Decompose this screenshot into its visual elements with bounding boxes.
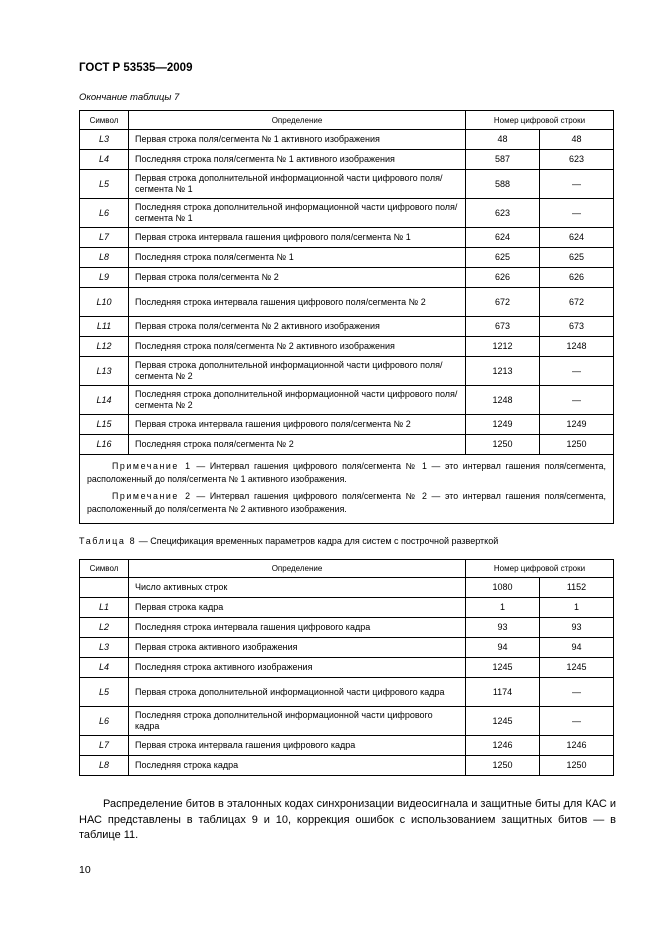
cell-value-1: 1248: [466, 386, 540, 415]
cell-definition: Первая строка поля/сегмента № 1 активного изображения: [129, 130, 466, 150]
table-row: [80, 317, 614, 337]
table-row: [80, 598, 614, 618]
cell-symbol: L4: [80, 150, 129, 170]
table7-notes: [80, 455, 614, 524]
table-row: [80, 658, 614, 678]
cell-symbol: L14: [80, 386, 129, 415]
cell-symbol: L9: [80, 268, 129, 288]
table7-header-definition: Определение: [129, 111, 466, 130]
table-row: [80, 288, 614, 317]
table-row: [80, 638, 614, 658]
cell-symbol: L13: [80, 357, 129, 386]
table-row: [80, 578, 614, 598]
cell-value-1: 1249: [466, 415, 540, 435]
cell-value-2: —: [540, 678, 614, 707]
cell-value-1: 93: [466, 618, 540, 638]
cell-definition: Последняя строка интервала гашения цифрового поля/сегмента № 2: [129, 288, 466, 317]
cell-symbol: L12: [80, 337, 129, 357]
cell-value-1: 1174: [466, 678, 540, 707]
cell-value-1: 1246: [466, 736, 540, 756]
cell-symbol: L6: [80, 199, 129, 228]
page-number: 10: [79, 864, 91, 876]
table7-notes-row: [80, 455, 614, 524]
cell-value-1: 1213: [466, 357, 540, 386]
cell-value-1: 1250: [466, 756, 540, 776]
cell-symbol: L5: [80, 170, 129, 199]
cell-value-2: 94: [540, 638, 614, 658]
cell-definition: Первая строка дополнительной информационной части цифрового поля/сегмента № 1: [129, 170, 466, 199]
cell-value-1: 48: [466, 130, 540, 150]
cell-value-2: 673: [540, 317, 614, 337]
cell-value-2: 48: [540, 130, 614, 150]
cell-definition: Первая строка интервала гашения цифрового поля/сегмента № 2: [129, 415, 466, 435]
cell-symbol: L7: [80, 228, 129, 248]
cell-value-1: 673: [466, 317, 540, 337]
cell-symbol: L3: [80, 130, 129, 150]
cell-value-1: 625: [466, 248, 540, 268]
table7-header-digital-line: Номер цифровой строки: [466, 111, 614, 130]
cell-definition: Первая строка дополнительной информационной части цифрового поля/сегмента № 2: [129, 357, 466, 386]
table8-header-definition: Определение: [129, 560, 466, 578]
cell-value-2: 672: [540, 288, 614, 317]
table7-continuation-label: Окончание таблицы 7: [79, 92, 180, 103]
table-row: [80, 268, 614, 288]
cell-symbol: [80, 578, 129, 598]
table-row: [80, 736, 614, 756]
cell-value-2: 1245: [540, 658, 614, 678]
table-row: [80, 707, 614, 736]
cell-symbol: L3: [80, 638, 129, 658]
table7-body: [80, 130, 614, 455]
cell-value-1: 1245: [466, 658, 540, 678]
cell-definition: Первая строка интервала гашения цифрового поля/сегмента № 1: [129, 228, 466, 248]
cell-symbol: L8: [80, 756, 129, 776]
table-row: [80, 170, 614, 199]
table8-header-symbol: Символ: [80, 560, 129, 578]
cell-value-2: —: [540, 357, 614, 386]
cell-value-2: 1: [540, 598, 614, 618]
document-code: ГОСТ Р 53535—2009: [79, 62, 193, 74]
cell-value-2: 625: [540, 248, 614, 268]
cell-value-1: 626: [466, 268, 540, 288]
cell-value-2: 1249: [540, 415, 614, 435]
cell-symbol: L15: [80, 415, 129, 435]
table-row: [80, 435, 614, 455]
cell-value-2: 1152: [540, 578, 614, 598]
note-1-label: Примечание 1: [112, 461, 192, 471]
cell-value-1: 94: [466, 638, 540, 658]
cell-value-1: 624: [466, 228, 540, 248]
cell-definition: Первая строка поля/сегмента № 2: [129, 268, 466, 288]
table7-note-1: [87, 460, 606, 485]
cell-value-2: 623: [540, 150, 614, 170]
table-row: [80, 678, 614, 707]
cell-value-1: 1: [466, 598, 540, 618]
cell-symbol: L8: [80, 248, 129, 268]
cell-symbol: L16: [80, 435, 129, 455]
cell-symbol: L7: [80, 736, 129, 756]
table7-note-2: [87, 490, 606, 515]
cell-value-1: 1245: [466, 707, 540, 736]
cell-value-2: —: [540, 199, 614, 228]
cell-definition: Последняя строка поля/сегмента № 2: [129, 435, 466, 455]
table8-header-row: [80, 560, 614, 578]
cell-definition: Последняя строка кадра: [129, 756, 466, 776]
cell-value-1: 587: [466, 150, 540, 170]
table8-body: [80, 578, 614, 776]
cell-definition: Первая строка дополнительной информационной части цифрового кадра: [129, 678, 466, 707]
cell-symbol: L6: [80, 707, 129, 736]
cell-value-1: 1250: [466, 435, 540, 455]
cell-value-1: 588: [466, 170, 540, 199]
table-row: [80, 130, 614, 150]
table-row: [80, 386, 614, 415]
cell-definition: Первая строка поля/сегмента № 2 активного изображения: [129, 317, 466, 337]
table7-header-symbol: Символ: [80, 111, 129, 130]
table-row: [80, 756, 614, 776]
note-2-text: — Интервал гашения цифрового поля/сегмента № 2 — это интервал гашения поля/сегмента, расположенный до поля/сегмента № 2 активного изображения.: [87, 491, 606, 514]
note-2-label: Примечание 2: [112, 491, 192, 501]
table-row: [80, 357, 614, 386]
cell-value-2: 93: [540, 618, 614, 638]
cell-value-2: 1250: [540, 435, 614, 455]
table-row: [80, 415, 614, 435]
cell-value-2: 626: [540, 268, 614, 288]
table7-header-row: [80, 111, 614, 130]
cell-symbol: L4: [80, 658, 129, 678]
cell-definition: Последняя строка дополнительной информационной части цифрового поля/сегмента № 2: [129, 386, 466, 415]
cell-value-1: 623: [466, 199, 540, 228]
table8-title-text: — Спецификация временных параметров кадра для систем с построчной разверткой: [136, 536, 499, 546]
body-paragraph: Распределение битов в эталонных кодах синхронизации видеосигнала и защитные биты для КАС и НАС представлены в таблицах 9 и 10, коррекция ошибок с использованием защитных битов — в таблице 11.: [79, 798, 616, 841]
cell-value-2: —: [540, 170, 614, 199]
table8-header-digital-line: Номер цифровой строки: [466, 560, 614, 578]
cell-value-2: —: [540, 707, 614, 736]
cell-symbol: L1: [80, 598, 129, 618]
cell-definition: Последняя строка поля/сегмента № 1 активного изображения: [129, 150, 466, 170]
cell-definition: Последняя строка дополнительной информационной части цифрового поля/сегмента № 1: [129, 199, 466, 228]
cell-definition: Последняя строка поля/сегмента № 1: [129, 248, 466, 268]
table8: [79, 559, 614, 776]
cell-definition: Последняя строка поля/сегмента № 2 активного изображения: [129, 337, 466, 357]
cell-value-2: 1248: [540, 337, 614, 357]
table8-title: [79, 536, 498, 546]
cell-definition: Первая строка активного изображения: [129, 638, 466, 658]
cell-symbol: L11: [80, 317, 129, 337]
cell-value-2: —: [540, 386, 614, 415]
cell-symbol: L5: [80, 678, 129, 707]
table-row: [80, 248, 614, 268]
table-row: [80, 337, 614, 357]
table-row: [80, 150, 614, 170]
cell-value-1: 672: [466, 288, 540, 317]
table-row: [80, 228, 614, 248]
table7: [79, 110, 614, 524]
cell-symbol: L10: [80, 288, 129, 317]
table-row: [80, 618, 614, 638]
note-1-text: — Интервал гашения цифрового поля/сегмента № 1 — это интервал гашения поля/сегмента, расположенный до поля/сегмента № 1 активного изображения.: [87, 461, 606, 484]
cell-definition: Последняя строка дополнительной информационной части цифрового кадра: [129, 707, 466, 736]
cell-value-2: 1250: [540, 756, 614, 776]
cell-definition: Число активных строк: [129, 578, 466, 598]
cell-value-1: 1080: [466, 578, 540, 598]
cell-definition: Первая строка интервала гашения цифрового кадра: [129, 736, 466, 756]
table-row: [80, 199, 614, 228]
cell-definition: Последняя строка интервала гашения цифрового кадра: [129, 618, 466, 638]
cell-value-1: 1212: [466, 337, 540, 357]
table8-title-label: Таблица 8: [79, 536, 137, 546]
cell-value-2: 624: [540, 228, 614, 248]
cell-value-2: 1246: [540, 736, 614, 756]
cell-definition: Последняя строка активного изображения: [129, 658, 466, 678]
cell-definition: Первая строка кадра: [129, 598, 466, 618]
cell-symbol: L2: [80, 618, 129, 638]
